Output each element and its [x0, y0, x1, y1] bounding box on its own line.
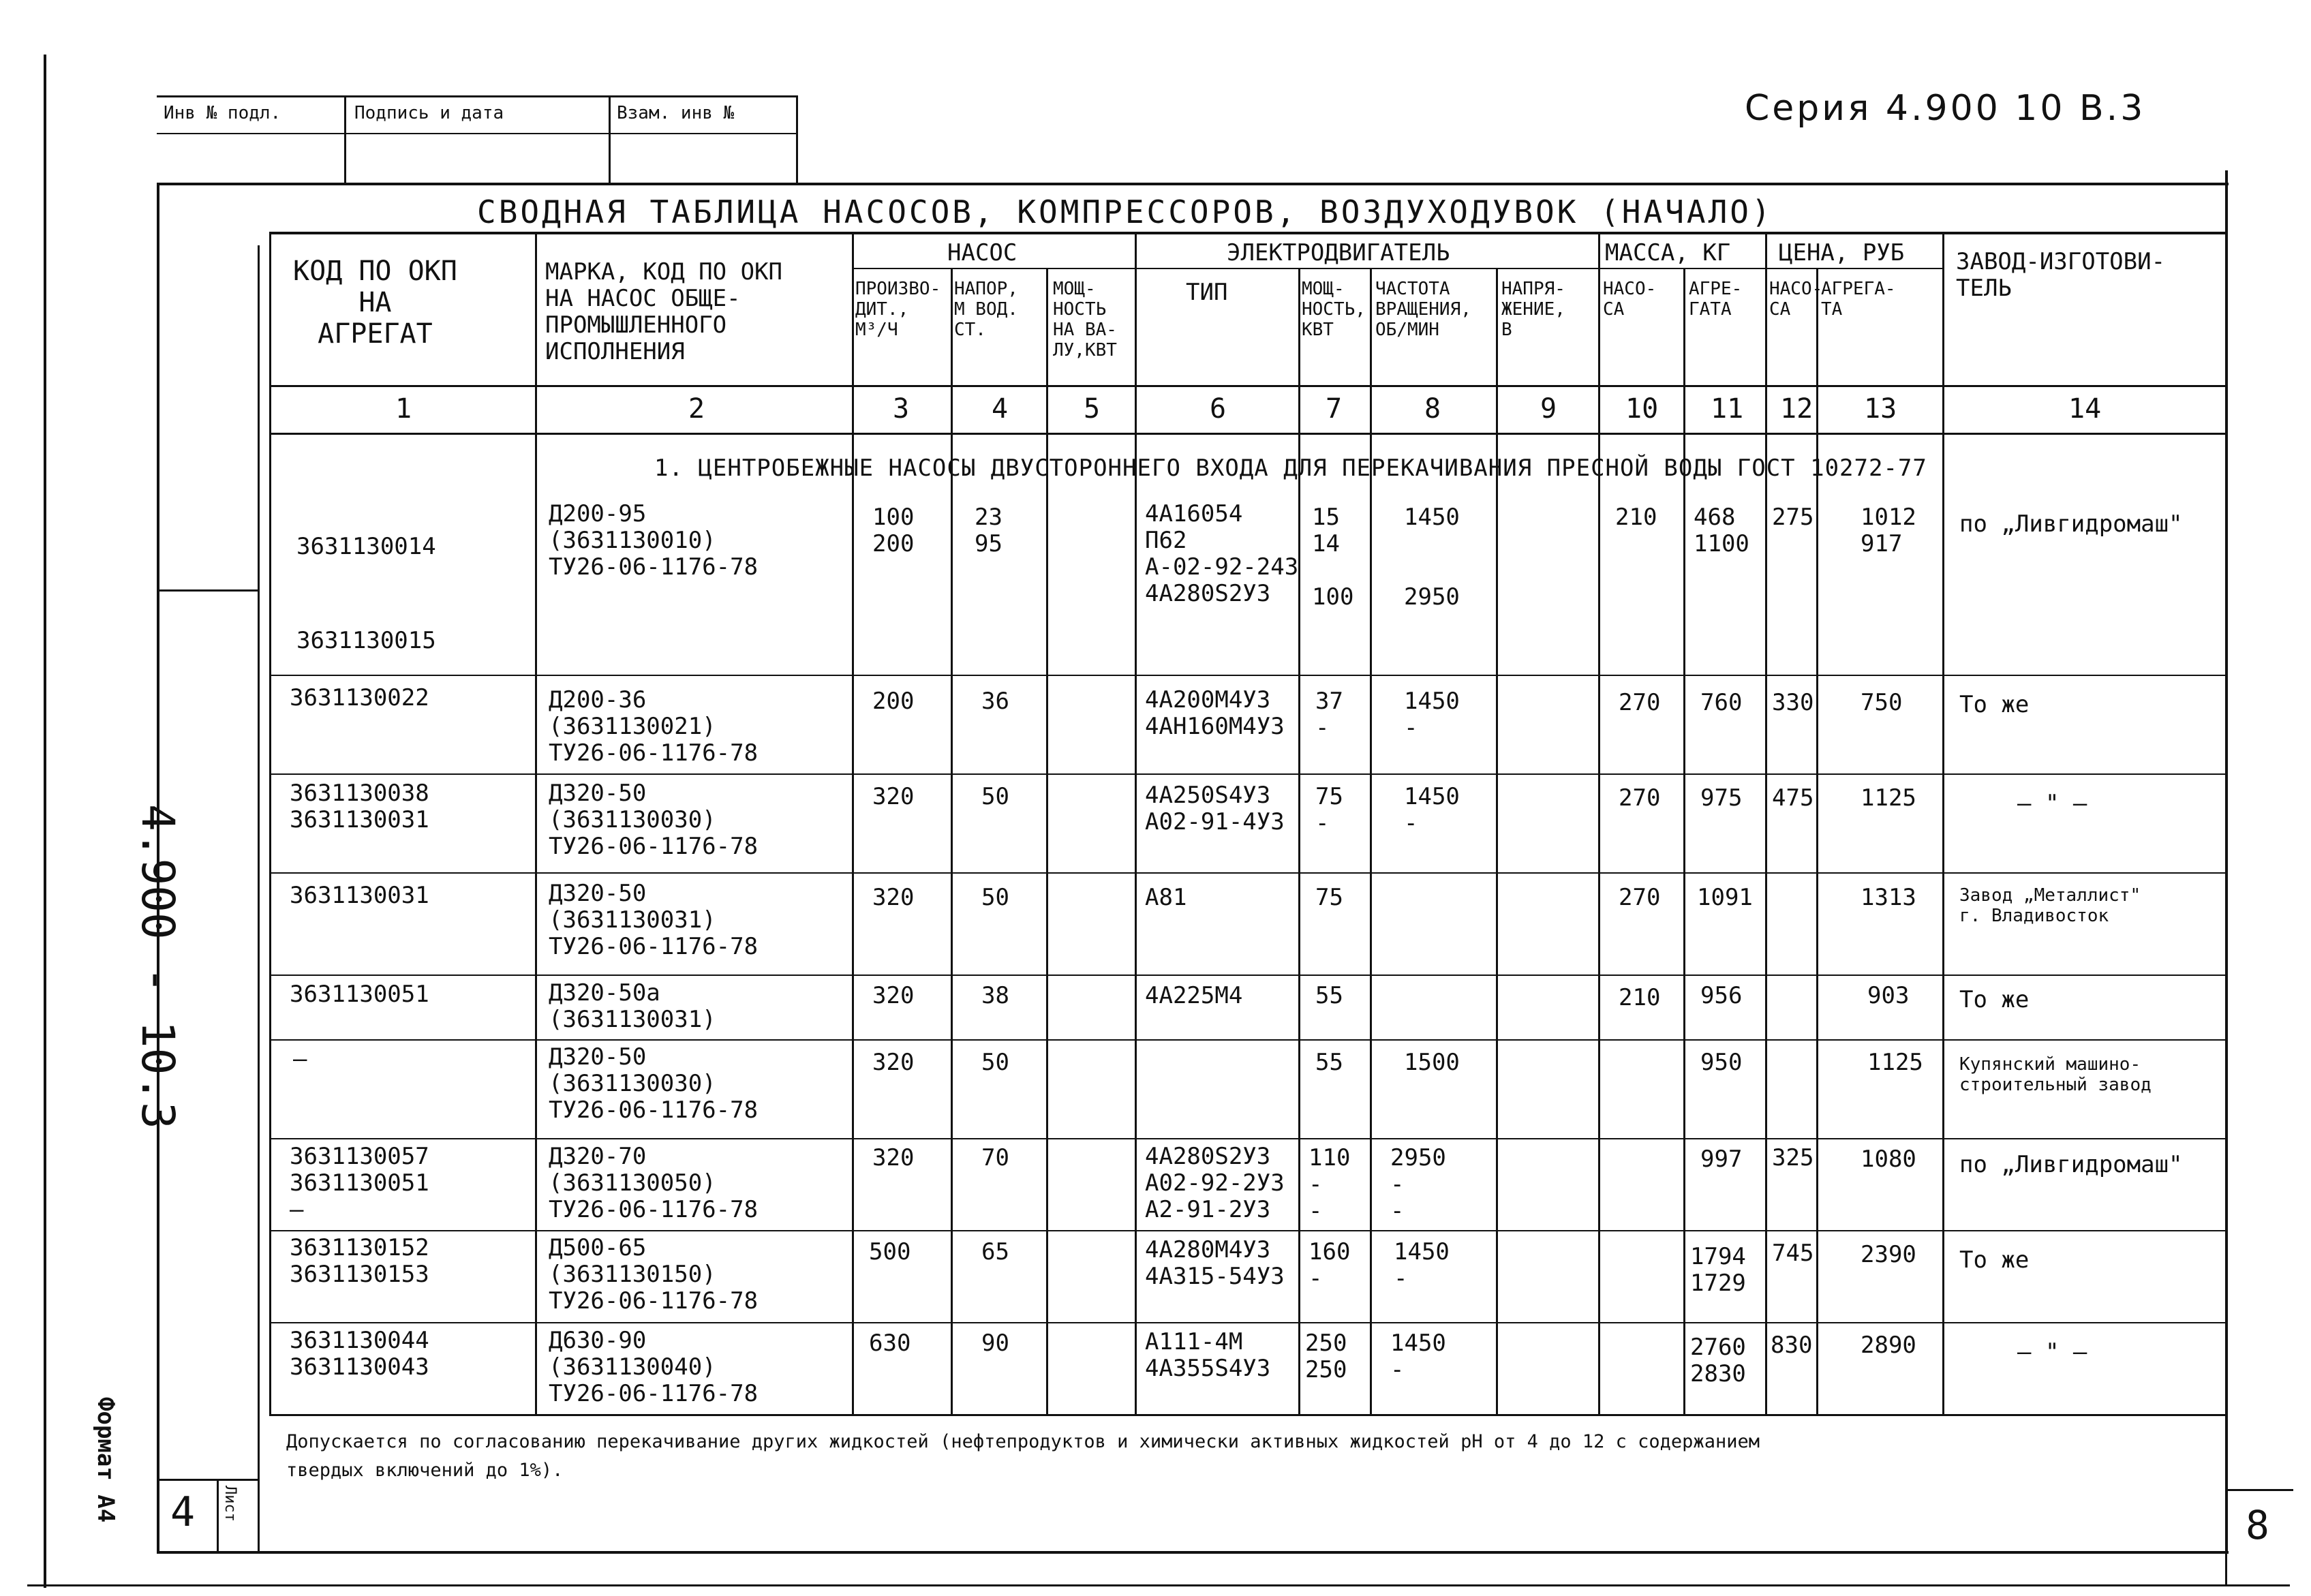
colnum-9: 9 [1540, 393, 1557, 425]
row-0-c11: 468 1100 [1694, 504, 1749, 558]
row-8-c3: 630 [869, 1330, 911, 1357]
header-c3: ПРОИЗВО- ДИТ., М³/Ч [855, 279, 941, 340]
colnum-4: 4 [992, 393, 1009, 425]
row-6-c8: 2950 - - [1390, 1144, 1446, 1225]
group-header-massa: МАССА, КГ [1605, 239, 1731, 266]
row-6-c12: 325 [1772, 1144, 1814, 1171]
row-0-c3: 100 200 [872, 504, 915, 558]
row-0-c7: 15 14 100 [1312, 504, 1354, 611]
row-4-c4: 38 [981, 982, 1009, 1009]
row-sep-7 [269, 1230, 2225, 1231]
series-label: Серия 4.900 10 В.3 [1745, 88, 2146, 129]
header-c7: МОЩ- НОСТЬ, КВТ [1302, 279, 1366, 340]
col-line-4 [1046, 268, 1048, 1414]
row-6-c11: 997 [1700, 1146, 1743, 1173]
colnum-12: 12 [1780, 393, 1813, 425]
row-7-c14: То же [1959, 1246, 2030, 1274]
row-5-c13: 1125 [1867, 1049, 1923, 1076]
table-bottom [269, 1414, 2225, 1416]
stamp-vzam-label: Взам. инв № [617, 103, 735, 123]
row-4-c7: 55 [1315, 982, 1343, 1009]
row-0-c14: по „Ливгидромаш" [1959, 510, 2183, 538]
frame-top [157, 183, 2229, 185]
row-6-c3: 320 [872, 1144, 915, 1171]
sheet-label: Лист [221, 1486, 239, 1522]
col-line-1 [535, 232, 537, 1414]
page-number: 8 [2246, 1502, 2269, 1548]
colnum-2: 2 [688, 393, 705, 425]
row-2-c14: — " — [2017, 790, 2087, 817]
row-1-c11: 760 [1700, 689, 1743, 716]
row-6-c14: по „Ливгидромаш" [1959, 1151, 2183, 1178]
row-8-c14: — " — [2017, 1338, 2087, 1366]
group-header-cena: ЦЕНА, РУБ [1779, 239, 1905, 266]
row-6-c2: Д320-70 (3631130050) ТУ26-06-1176-78 [549, 1143, 759, 1224]
row-7-c12: 745 [1772, 1240, 1814, 1267]
stamp-top [157, 95, 797, 97]
header-c5: МОЩ- НОСТЬ НА ВА- ЛУ,КВТ [1053, 279, 1117, 360]
row-8-c11: 2760 2830 [1690, 1334, 1746, 1388]
table-top [269, 232, 2225, 234]
header-c13: АГРЕГА- ТА [1821, 279, 1896, 320]
colnum-10: 10 [1625, 393, 1659, 425]
stamp-v1 [344, 95, 346, 184]
row-3-c7: 75 [1315, 884, 1343, 911]
row-2-c12: 475 [1772, 784, 1814, 812]
group-header-line [852, 268, 1942, 269]
row-4-c2: Д320-50а (3631130031) [549, 979, 716, 1034]
group-header-nasos: НАСОС [947, 239, 1017, 266]
row-sep-5 [269, 1039, 2225, 1041]
sheet-box-div [217, 1479, 219, 1554]
header-c6: ТИП [1186, 279, 1228, 306]
row-6-c4: 70 [981, 1144, 1009, 1171]
row-3-c13: 1313 [1861, 884, 1916, 911]
row-5-c2: Д320-50 (3631130030) ТУ26-06-1176-78 [549, 1043, 759, 1124]
header-c2: МАРКА, КОД ПО ОКП НА НАСОС ОБЩЕ- ПРОМЫШЛЕННОГО ИСПОЛНЕНИЯ [545, 258, 782, 366]
row-7-c13: 2390 [1861, 1241, 1916, 1268]
row-4-c10: 210 [1619, 984, 1661, 1011]
colnum-11: 11 [1711, 393, 1744, 425]
row-2-c13: 1125 [1861, 784, 1916, 812]
col-line-13 [1942, 232, 1944, 1414]
row-2-c2: Д320-50 (3631130030) ТУ26-06-1176-78 [549, 780, 759, 861]
row-0-c12: 275 [1772, 504, 1814, 531]
row-3-c2: Д320-50 (3631130031) ТУ26-06-1176-78 [549, 880, 759, 961]
row-5-c8: 1500 [1404, 1049, 1460, 1076]
side-strip-divider [157, 589, 259, 592]
col-line-8 [1496, 268, 1498, 1414]
header-c1: КОД ПО ОКП НА АГРЕГАТ [293, 256, 457, 350]
colnum-6: 6 [1210, 393, 1227, 425]
row-8-c13: 2890 [1861, 1332, 1916, 1359]
row-2-c1: 3631130038 3631130031 [290, 780, 429, 834]
row-2-c6: 4А250S4У3 А02-91-4У3 [1145, 782, 1285, 836]
sheet-number: 4 [170, 1488, 196, 1536]
row-1-c8: 1450 - [1404, 688, 1460, 742]
colnum-5: 5 [1084, 393, 1101, 425]
row-0-c2: Д200-95 (3631130010) ТУ26-06-1176-78 [549, 500, 759, 581]
col-line-12 [1816, 268, 1818, 1414]
row-5-c3: 320 [872, 1049, 915, 1076]
stamp-v2 [609, 95, 611, 184]
outer-left-border [44, 55, 46, 1588]
stamp-v3 [796, 95, 798, 184]
row-sep-3 [269, 872, 2225, 874]
row-5-c1: — [293, 1045, 307, 1073]
colnum-14: 14 [2068, 393, 2102, 425]
row-7-c6: 4А280М4У3 4А315-54У3 [1145, 1236, 1285, 1291]
col-line-10 [1683, 268, 1685, 1414]
row-sep-4 [269, 975, 2225, 976]
row-1-c2: Д200-36 (3631130021) ТУ26-06-1176-78 [549, 686, 759, 767]
colnum-1: 1 [395, 393, 412, 425]
stamp-mid [157, 133, 797, 134]
group-header-elektro: ЭЛЕКТРОДВИГАТЕЛЬ [1227, 239, 1450, 266]
col-line-2 [852, 232, 854, 1414]
row-5-c14: Купянский машино- строительный завод [1959, 1054, 2152, 1095]
colnum-7: 7 [1326, 393, 1343, 425]
row-0-c4: 23 95 [975, 504, 1003, 558]
row-3-c11: 1091 [1697, 884, 1753, 911]
row-1-c1: 3631130022 [290, 684, 429, 711]
row-4-c11: 956 [1700, 982, 1743, 1009]
row-2-c4: 50 [981, 783, 1009, 810]
col-line-0 [269, 232, 271, 1414]
header-c4: НАПОР, М ВОД. СТ. [954, 279, 1018, 340]
header-bottom [269, 385, 2225, 387]
row-4-c3: 320 [872, 982, 915, 1009]
row-3-c3: 320 [872, 884, 915, 911]
row-1-c4: 36 [981, 688, 1009, 715]
row-3-c10: 270 [1619, 884, 1661, 911]
row-3-c4: 50 [981, 884, 1009, 911]
col-line-9 [1598, 232, 1600, 1414]
row-8-c4: 90 [981, 1330, 1009, 1357]
row-2-c11: 975 [1700, 784, 1743, 812]
col-line-7 [1370, 268, 1372, 1414]
row-6-c7: 110 - - [1308, 1144, 1351, 1225]
row-2-c8: 1450 - [1404, 783, 1460, 838]
row-1-c12: 330 [1772, 689, 1814, 716]
stamp-sign-label: Подпись и дата [354, 103, 504, 123]
header-c10: НАСО- СА [1603, 279, 1657, 320]
header-c12: НАСО- СА [1769, 279, 1823, 320]
row-8-c6: А111-4М 4А355S4У3 [1145, 1328, 1271, 1383]
footnote: Допускается по согласованию перекачивание других жидкостей (нефтепродуктов и химически активных жидкостей pH от 4 до 12 с содержанием твердых включений до 1%). [286, 1431, 1760, 1481]
side-strip-right [258, 245, 260, 1554]
row-7-c1: 3631130152 3631130153 [290, 1234, 429, 1289]
row-1-c14: То же [1959, 691, 2030, 718]
row-0-c8: 1450 2950 [1404, 504, 1460, 611]
row-3-c6: А81 [1145, 884, 1187, 911]
colnum-3: 3 [893, 393, 910, 425]
section-title: 1. ЦЕНТРОБЕЖНЫЕ НАСОСЫ ДВУСТОРОННЕГО ВХОДА ДЛЯ ПЕРЕКАЧИВАНИЯ ПРЕСНОЙ ВОДЫ ГОСТ 10272-77 [654, 455, 1927, 482]
row-0-c1: 3631130014 3631130015 [296, 533, 436, 654]
row-sep-6 [269, 1138, 2225, 1139]
row-0-c13: 1012 917 [1861, 504, 1916, 558]
colnum-13: 13 [1864, 393, 1897, 425]
frame-bottom [157, 1551, 2229, 1554]
row-1-c10: 270 [1619, 689, 1661, 716]
row-1-c7: 37 - [1315, 688, 1343, 742]
row-8-c12: 830 [1771, 1332, 1813, 1359]
col-line-6 [1298, 268, 1300, 1414]
page-box-top [2225, 1489, 2293, 1491]
row-2-c7: 75 - [1315, 783, 1343, 838]
row-2-c3: 320 [872, 783, 915, 810]
row-5-c4: 50 [981, 1049, 1009, 1076]
row-3-c14: Завод „Металлист" г. Владивосток [1959, 885, 2141, 926]
header-c9: НАПРЯ- ЖЕНИЕ, В [1501, 279, 1565, 340]
col-line-3 [951, 268, 953, 1414]
col-line-11 [1765, 232, 1767, 1414]
header-c14: ЗАВОД-ИЗГОТОВИ- ТЕЛЬ [1956, 248, 2166, 303]
row-0-c10: 210 [1615, 504, 1657, 531]
row-sep-2 [269, 773, 2225, 775]
row-8-c7: 250 250 [1305, 1330, 1347, 1384]
row-8-c2: Д630-90 (3631130040) ТУ26-06-1176-78 [549, 1327, 759, 1408]
bottom-page-rule [27, 1584, 2290, 1586]
row-2-c10: 270 [1619, 784, 1661, 812]
row-5-c7: 55 [1315, 1049, 1343, 1076]
row-8-c8: 1450 - [1390, 1330, 1446, 1384]
row-7-c7: 160 - [1308, 1238, 1351, 1293]
row-6-c1: 3631130057 3631130051 — [290, 1143, 429, 1224]
row-7-c11: 1794 1729 [1690, 1243, 1746, 1298]
row-8-c1: 3631130044 3631130043 [290, 1327, 429, 1381]
row-1-c3: 200 [872, 688, 915, 715]
row-1-c6: 4А200М4У3 4АН160М4У3 [1145, 686, 1285, 741]
row-7-c3: 500 [869, 1238, 911, 1265]
row-4-c6: 4А225М4 [1145, 982, 1243, 1009]
row-7-c2: Д500-65 (3631130150) ТУ26-06-1176-78 [549, 1234, 759, 1315]
colnum-8: 8 [1424, 393, 1441, 425]
stamp-inv-label: Инв № подл. [164, 103, 281, 123]
row-sep-8 [269, 1322, 2225, 1323]
row-6-c13: 1080 [1861, 1146, 1916, 1173]
row-7-c4: 65 [981, 1238, 1009, 1265]
row-0-c6: 4А16054 П62 А-02-92-243 4А280S2У3 [1145, 500, 1299, 608]
format-label: Формат А4 [92, 1397, 119, 1523]
row-sep-1 [269, 675, 2225, 676]
sheet-box-top [157, 1479, 259, 1481]
row-4-c1: 3631130051 [290, 981, 429, 1008]
row-4-c14: То же [1959, 986, 2030, 1013]
row-1-c13: 750 [1861, 689, 1903, 716]
row-7-c8: 1450 - [1394, 1238, 1450, 1293]
col-line-5 [1135, 232, 1137, 1414]
side-document-code: 4.900 - 10.3 [132, 804, 184, 1129]
page-title: СВОДНАЯ ТАБЛИЦА НАСОСОВ, КОМПРЕССОРОВ, ВОЗДУХОДУВОК (НАЧАЛО) [477, 194, 1773, 230]
page-box-left [2225, 1489, 2227, 1584]
row-4-c13: 903 [1867, 982, 1910, 1009]
header-c8: ЧАСТОТА ВРАЩЕНИЯ, ОБ/МИН [1375, 279, 1471, 340]
row-6-c6: 4А280S2У3 А02-92-2У3 А2-91-2У3 [1145, 1143, 1285, 1224]
colnum-bottom [269, 433, 2225, 435]
frame-right [2225, 170, 2228, 1554]
row-5-c11: 950 [1700, 1049, 1743, 1076]
header-c11: АГРЕ- ГАТА [1689, 279, 1743, 320]
row-3-c1: 3631130031 [290, 882, 429, 909]
